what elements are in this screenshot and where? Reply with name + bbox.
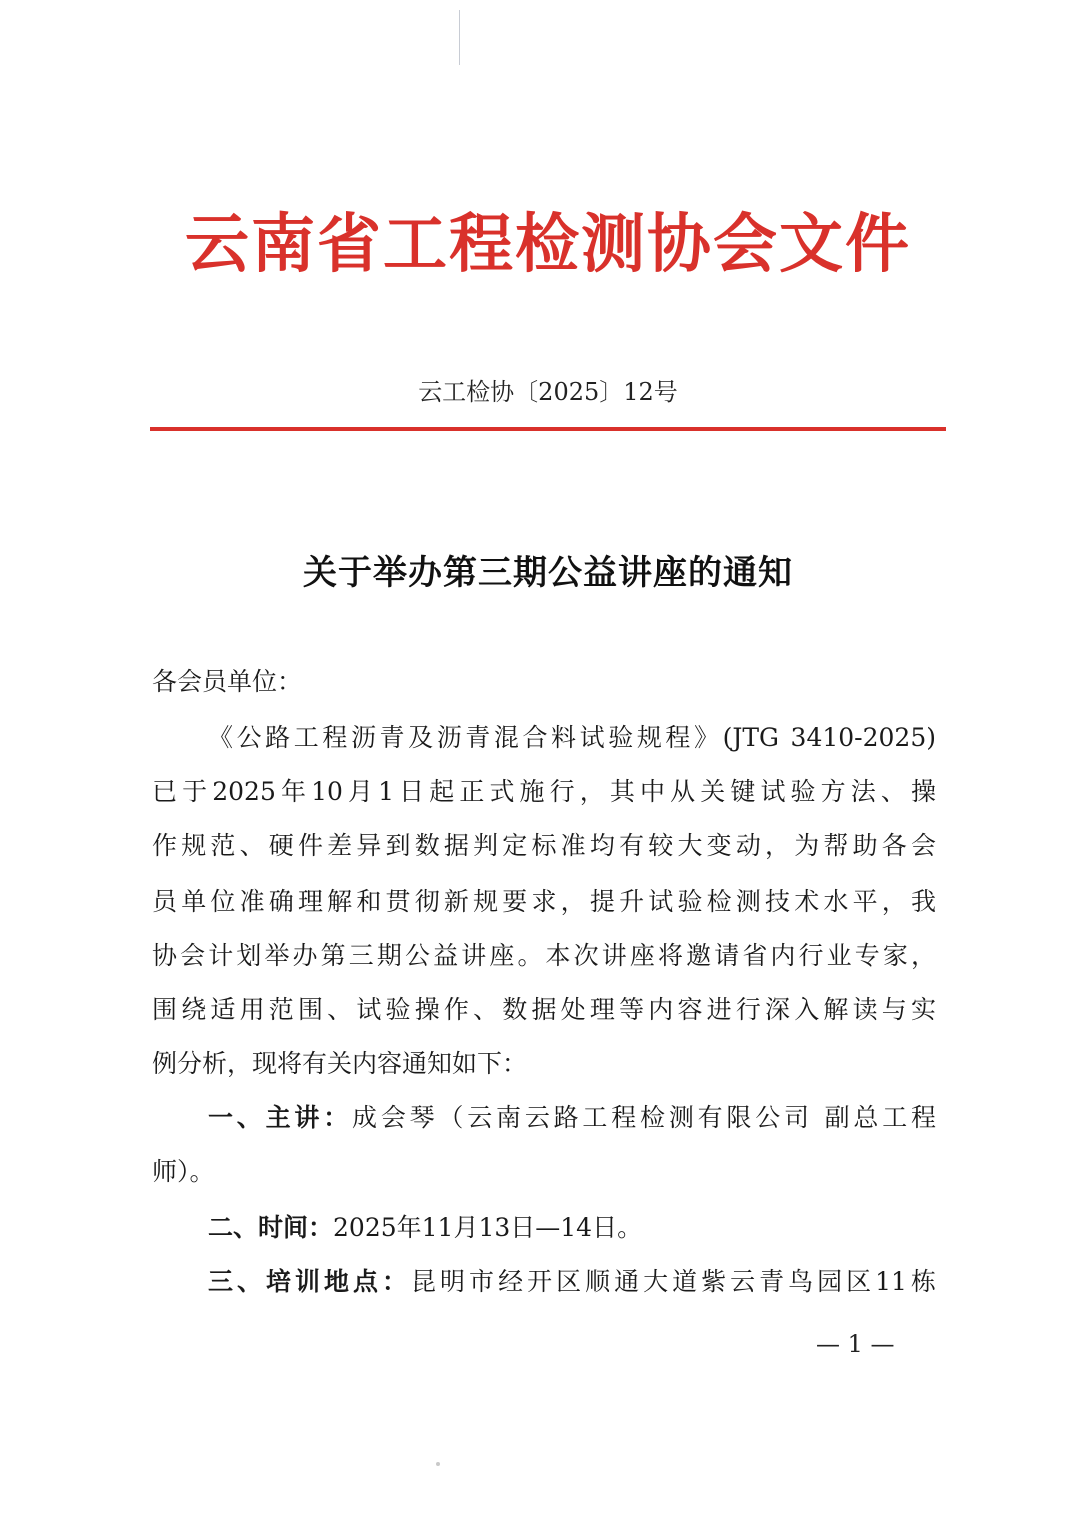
red-divider-line [150,427,946,431]
item-speaker [208,1098,936,1138]
item-label: 二、时间： [208,1213,334,1242]
item-speaker-continuation: 师）。 [152,1157,215,1186]
organization-header-title: 云南省工程检测协会文件 [185,207,911,282]
paragraph-line: 已于2025年10月1日起正式施行，其中从关键试验方法、操 [152,777,936,806]
paragraph-line: 围绕适用范围、试验操作、数据处理等内容进行深入解读与实 [152,995,936,1024]
scan-artifact-dot [436,1462,440,1466]
item-location [208,1262,936,1302]
item-label: 三、培训地点： [208,1267,412,1296]
paragraph-line: 作规范、硬件差异到数据判定标准均有较大变动，为帮助各会 [152,831,936,860]
item-label: 一、主讲： [208,1103,353,1132]
document-number: 云工检协〔2025〕12号 [418,378,678,406]
item-text: 成会琴（云南云路工程检测有限公司 副总工程 [352,1103,936,1132]
salutation: 各会员单位： [152,667,303,696]
item-text: 昆明市经开区顺通大道紫云青鸟园区11栋 [411,1267,936,1296]
page-number: — 1 — [816,1330,895,1358]
paragraph-line: 协会计划举办第三期公益讲座。本次讲座将邀请省内行业专家， [152,941,936,970]
paragraph-line: 《公路工程沥青及沥青混合料试验规程》(JTG 3410-2025) [208,723,936,752]
scan-artifact-line [459,10,460,65]
paragraph-line: 例分析，现将有关内容通知如下： [152,1049,528,1078]
paragraph-line: 员单位准确理解和贯彻新规要求，提升试验检测技术水平，我 [152,887,936,916]
notice-title: 关于举办第三期公益讲座的通知 [303,553,793,593]
item-time [208,1208,936,1248]
item-text: 2025年11月13日—14日。 [333,1213,643,1242]
